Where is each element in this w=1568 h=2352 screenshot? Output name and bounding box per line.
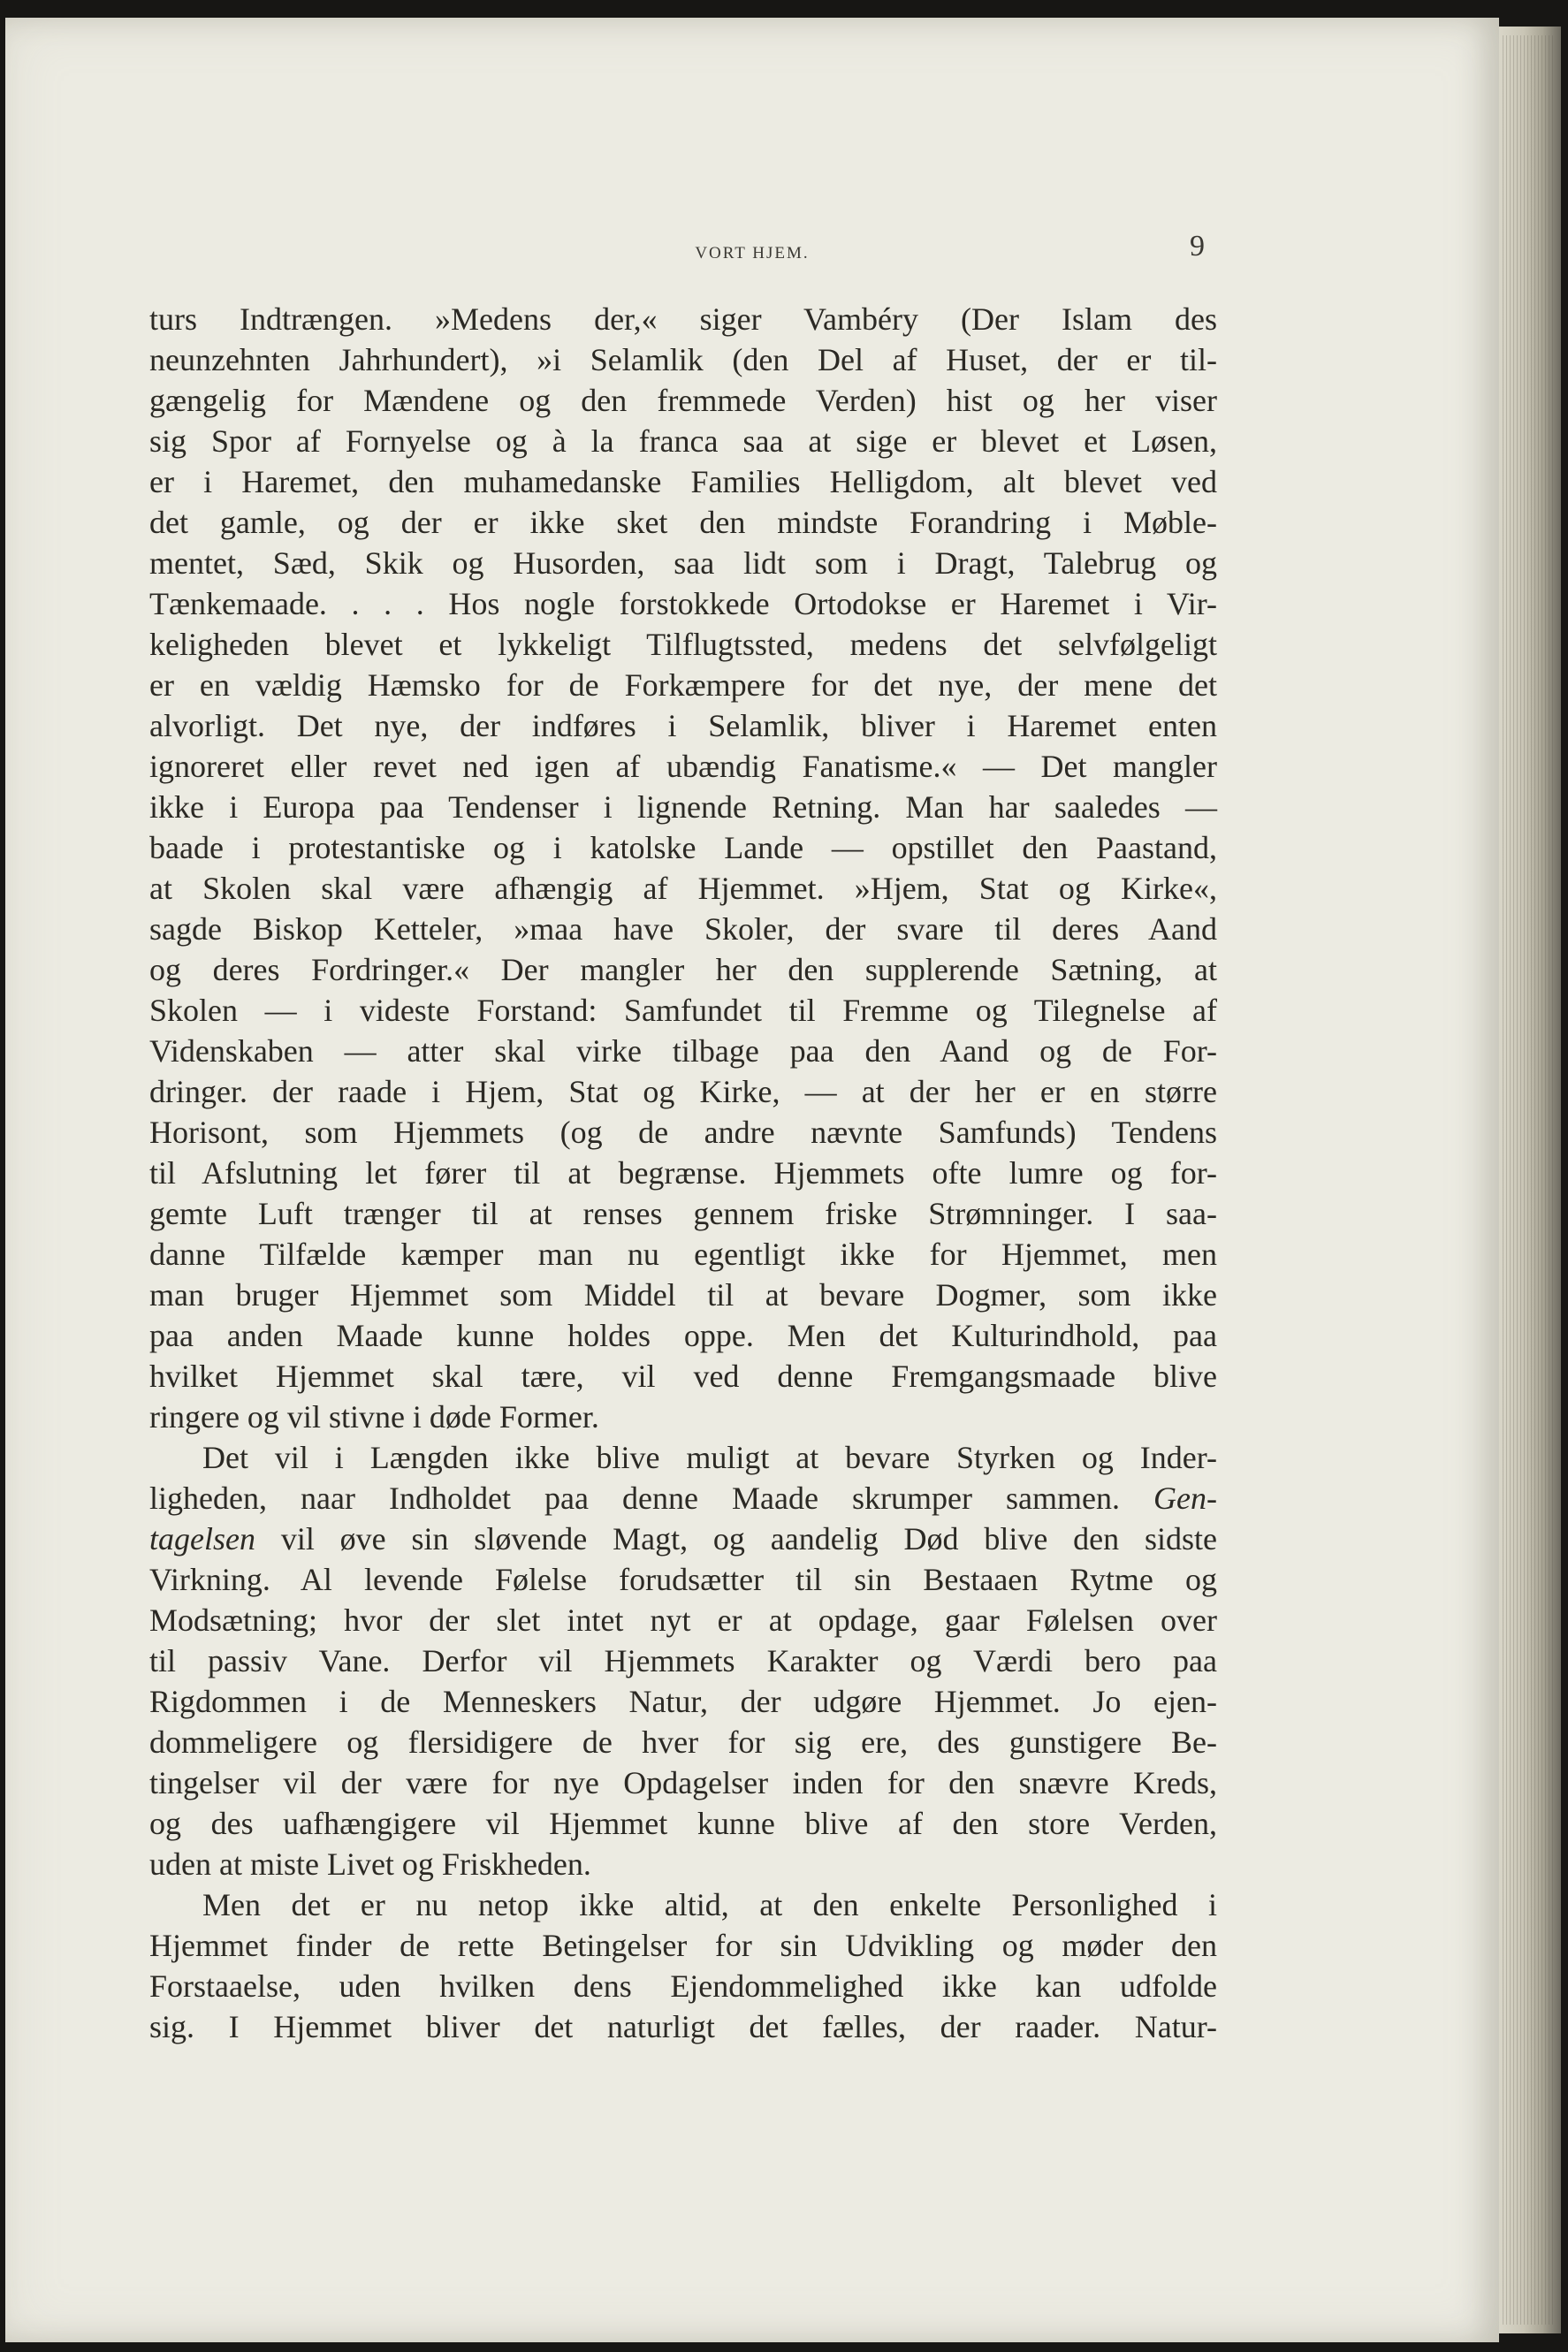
line-text: vil øve sin sløvende Magt, og aandelig Død blive den sidste [255,1521,1217,1557]
italic-word: Gen- [1153,1480,1217,1516]
book-page-edge-lines [1503,35,1556,2325]
text-line: keligheden blevet et lykkeligt Tilflugtssted, medens det selvfølgeligt [149,627,1217,662]
text-line: Modsætning; hvor der slet intet nyt er at opdage, gaar Følelsen over [149,1602,1217,1638]
text-line: sagde Biskop Ketteler, »maa have Skoler, der svare til deres Aand [149,911,1217,947]
text-line: man bruger Hjemmet som Middel til at bevare Dogmer, som ikke [149,1277,1217,1313]
text-line: til Afslutning let fører til at begrænse. Hjemmets ofte lumre og for- [149,1155,1217,1191]
text-line: paa anden Maade kunne holdes oppe. Men det Kulturindhold, paa [149,1318,1217,1353]
text-line [149,1478,1217,1519]
text-line: ignoreret eller revet ned igen af ubændig Fanatisme.« — Det mangler [149,749,1217,784]
text-line: sig Spor af Fornyelse og à la franca saa at sige er blevet et Løsen, [149,423,1217,459]
text-line: mentet, Sæd, Skik og Husorden, saa lidt som i Dragt, Talebrug og [149,545,1217,581]
text-line: alvorligt. Det nye, der indføres i Selamlik, bliver i Haremet enten [149,708,1217,743]
text-line: Skolen — i videste Forstand: Samfundet til Fremme og Tilegnelse af [149,993,1217,1028]
paragraph-last-line: ringere og vil stivne i døde Former. [149,1399,599,1435]
text-line: er en vældig Hæmsko for de Forkæmpere for det nye, der mene det [149,667,1217,703]
paragraph-first-line: Men det er nu netop ikke altid, at den enkelte Personlighed i [202,1887,1217,1922]
page-number: 9 [1190,230,1205,263]
text-line: turs Indtrængen. »Medens der,« siger Vambéry (Der Islam des [149,301,1217,337]
text-line: danne Tilfælde kæmper man nu egentligt ikke for Hjemmet, men [149,1237,1217,1272]
text-line: Virkning. Al levende Følelse forudsætter til sin Bestaaen Rytme og [149,1562,1217,1597]
paragraph-first-line: Det vil i Længden ikke blive muligt at bevare Styrken og Inder- [202,1440,1217,1475]
text-line: til passiv Vane. Derfor vil Hjemmets Karakter og Værdi bero paa [149,1643,1217,1678]
text-line: ikke i Europa paa Tendenser i lignende Retning. Man har saaledes — [149,789,1217,825]
text-line: sig. I Hjemmet bliver det naturligt det fælles, der raader. Natur- [149,2009,1217,2044]
text-line [149,1519,1217,1559]
text-line: er i Haremet, den muhamedanske Families Helligdom, alt blevet ved [149,464,1217,499]
text-line: og des uafhængigere vil Hjemmet kunne blive af den store Verden, [149,1806,1217,1841]
text-line: Forstaaelse, uden hvilken dens Ejendommelighed ikke kan udfolde [149,1968,1217,2004]
text-line: hvilket Hjemmet skal tære, vil ved denne Fremgangsmaade blive [149,1359,1217,1394]
body-text [149,299,1217,2047]
text-line: og deres Fordringer.« Der mangler her den supplerende Sætning, at [149,952,1217,987]
text-line: gængelig for Mændene og den fremmede Verden) hist og her viser [149,383,1217,418]
book-page [5,18,1499,2342]
line-text: ligheden, naar Indholdet paa denne Maade skrumper sammen. [149,1480,1120,1516]
text-line: at Skolen skal være afhængig af Hjemmet. »Hjem, Stat og Kirke«, [149,871,1217,906]
text-line: Videnskaben — atter skal virke tilbage paa den Aand og de For- [149,1033,1217,1069]
text-line: baade i protestantiske og i katolske Lande — opstillet den Paastand, [149,830,1217,865]
running-title: VORT HJEM. [695,244,810,263]
text-line: Horisont, som Hjemmets (og de andre nævnte Samfunds) Tendens [149,1115,1217,1150]
text-line: dommeligere og flersidigere de hver for sig ere, des gunstigere Be- [149,1724,1217,1760]
text-line: neunzehnten Jahrhundert), »i Selamlik (den Del af Huset, der er til- [149,342,1217,377]
paragraph-last-line: uden at miste Livet og Friskheden. [149,1846,591,1882]
text-line: Tænkemaade. . . . Hos nogle forstokkede Ortodokse er Haremet i Vir- [149,586,1217,621]
text-line: tingelser vil der være for nye Opdagelser inden for den snævre Kreds, [149,1765,1217,1800]
text-line: Hjemmet finder de rette Betingelser for sin Udvikling og møder den [149,1928,1217,1963]
text-line: gemte Luft trænger til at renses gennem friske Strømninger. I saa- [149,1196,1217,1231]
text-line: det gamle, og der er ikke sket den mindste Forandring i Møble- [149,505,1217,540]
text-line: Rigdommen i de Menneskers Natur, der udgøre Hjemmet. Jo ejen- [149,1684,1217,1719]
italic-word: tagelsen [149,1521,255,1557]
text-line: dringer. der raade i Hjem, Stat og Kirke, — at der her er en større [149,1074,1217,1109]
